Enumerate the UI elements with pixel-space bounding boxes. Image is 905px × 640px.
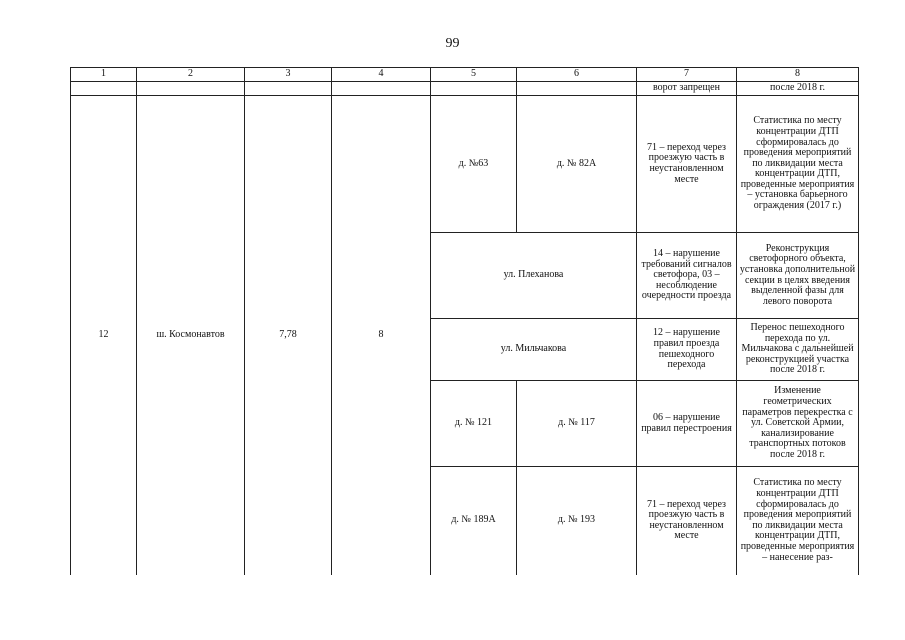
from-address: д. № 189А [431, 467, 517, 575]
empty-cell [71, 82, 137, 96]
empty-cell [517, 82, 637, 96]
empty-cell [245, 82, 332, 96]
violation-cell: 06 – нарушение правил перестроения [637, 381, 737, 467]
empty-cell [332, 82, 431, 96]
to-address: д. № 193 [517, 467, 637, 575]
column-number: 2 [137, 68, 245, 82]
measures-cell: Статистика по месту концентрации ДТП сформировалась до проведения мероприятий по ликвидации места концентрации ДТП, проведенные мероприятия – установка барьерного ограждения (2017 г.) [737, 96, 859, 233]
table-row [71, 96, 859, 233]
column-number: 1 [71, 68, 137, 82]
page-number: 99 [445, 36, 460, 51]
measures-cell: Реконструкция светофорного объекта, установка дополнительной секции в целях введения выделенной фазы для левого поворота [737, 233, 859, 319]
column-number: 6 [517, 68, 637, 82]
measures-cell: Перенос пешеходного перехода по ул. Мильчакова с дальнейшей реконструкцией участка после 2018 г. [737, 319, 859, 381]
measures-cell: Статистика по месту концентрации ДТП сформировалась до проведения мероприятий по ликвидации места концентрации ДТП, проведенные мероприятия – нанесение раз- [737, 467, 859, 575]
violation-cell: 14 – нарушение требований сигналов светофора, 03 – несоблюдение очередности проезда [637, 233, 737, 319]
intersection-place: ул. Мильчакова [431, 319, 637, 381]
to-address: д. № 117 [517, 381, 637, 467]
road-name: ш. Космонавтов [137, 96, 245, 575]
column-number: 4 [332, 68, 431, 82]
from-address: д. №63 [431, 96, 517, 233]
violation-cell: 12 – нарушение правил проезда пешеходного перехода [637, 319, 737, 381]
violation-cell: ворот запрещен [637, 82, 737, 96]
column-number-row [71, 68, 859, 82]
column-number: 7 [637, 68, 737, 82]
empty-cell [431, 82, 517, 96]
to-address: д. № 82А [517, 96, 637, 233]
column-number: 5 [431, 68, 517, 82]
empty-cell [137, 82, 245, 96]
violation-cell: 71 – переход через проезжую часть в неустановленном месте [637, 467, 737, 575]
measures-cell: после 2018 г. [737, 82, 859, 96]
group-number: 12 [71, 96, 137, 575]
accident-table [70, 67, 859, 575]
continued-row [71, 82, 859, 96]
group-value: 7,78 [245, 96, 332, 575]
intersection-place: ул. Плеханова [431, 233, 637, 319]
column-number: 3 [245, 68, 332, 82]
group-count: 8 [332, 96, 431, 575]
measures-cell: Изменение геометрических параметров перекрестка с ул. Советской Армии, канализирование транспортных потоков после 2018 г. [737, 381, 859, 467]
column-number: 8 [737, 68, 859, 82]
from-address: д. № 121 [431, 381, 517, 467]
violation-cell: 71 – переход через проезжую часть в неустановленном месте [637, 96, 737, 233]
